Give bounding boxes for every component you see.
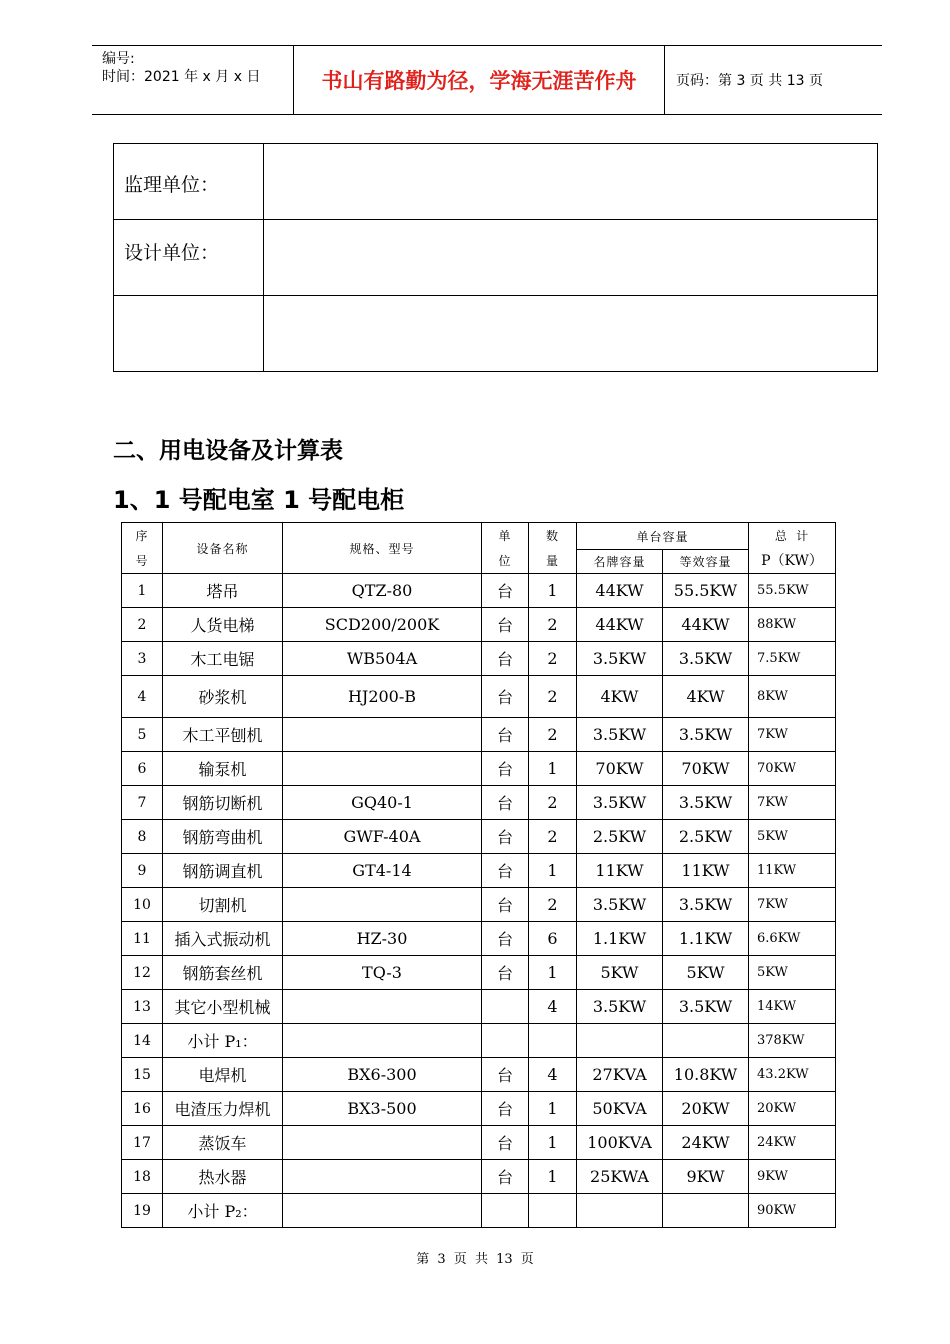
- cell-name: 电焊机: [163, 1058, 283, 1092]
- cell-rated-capacity: 2.5KW: [577, 820, 663, 854]
- cell-equiv-capacity: 3.5KW: [663, 990, 749, 1024]
- header-page-info: 页码：第 3 页 共 13 页: [676, 73, 823, 89]
- cell-qty: 2: [529, 676, 577, 718]
- cell-seq: 15: [122, 1058, 163, 1092]
- cell-name: 木工电锯: [163, 642, 283, 676]
- cell-model: [283, 888, 482, 922]
- cell-rated-capacity: 1.1KW: [577, 922, 663, 956]
- cell-unit: 台: [482, 642, 529, 676]
- footer-total-pages: 13: [496, 1252, 513, 1267]
- cell-qty: 1: [529, 854, 577, 888]
- cell-qty: 1: [529, 1092, 577, 1126]
- cell-rated-capacity: 3.5KW: [577, 888, 663, 922]
- cell-rated-capacity: 3.5KW: [577, 642, 663, 676]
- header-divider: [664, 46, 665, 114]
- footer-text: 页: [453, 1252, 467, 1267]
- cell-equiv-capacity: 70KW: [663, 752, 749, 786]
- header-model: 规格、型号: [283, 523, 482, 574]
- cell-equiv-capacity: 20KW: [663, 1092, 749, 1126]
- cell-rated-capacity: 100KVA: [577, 1126, 663, 1160]
- cell-equiv-capacity: 24KW: [663, 1126, 749, 1160]
- cell-equiv-capacity: 44KW: [663, 608, 749, 642]
- cell-seq: 18: [122, 1160, 163, 1194]
- table-row: [122, 608, 836, 642]
- table-header-row: [122, 523, 836, 550]
- section-title: 二、用电设备及计算表: [113, 438, 343, 464]
- cell-rated-capacity: 3.5KW: [577, 718, 663, 752]
- cell-rated-capacity: 44KW: [577, 574, 663, 608]
- table-row: [122, 1194, 836, 1228]
- cell-total: 9KW: [749, 1160, 836, 1194]
- cell-unit: 台: [482, 1160, 529, 1194]
- cell-qty: 2: [529, 786, 577, 820]
- footer-page-number: 3: [437, 1252, 446, 1267]
- cell-total: 7KW: [749, 718, 836, 752]
- cell-name: 木工平刨机: [163, 718, 283, 752]
- cell-seq: 11: [122, 922, 163, 956]
- cell-total: 7KW: [749, 888, 836, 922]
- cell-seq: 6: [122, 752, 163, 786]
- signature-label: 设计单位：: [114, 220, 264, 296]
- cell-total: 43.2KW: [749, 1058, 836, 1092]
- document-number-label: 编号:: [102, 51, 135, 67]
- header-seq: 序 号: [122, 523, 163, 574]
- cell-equiv-capacity: 3.5KW: [663, 642, 749, 676]
- cell-qty: 2: [529, 718, 577, 752]
- table-row: [122, 752, 836, 786]
- cell-seq: 14: [122, 1024, 163, 1058]
- table-row: [122, 676, 836, 718]
- cell-name: 钢筋弯曲机: [163, 820, 283, 854]
- page-header: [92, 45, 882, 115]
- cell-model: GQ40-1: [283, 786, 482, 820]
- cell-model: [283, 1024, 482, 1058]
- cell-seq: 8: [122, 820, 163, 854]
- signature-value: [264, 220, 878, 296]
- cell-name: 输泵机: [163, 752, 283, 786]
- cell-rated-capacity: 50KVA: [577, 1092, 663, 1126]
- cell-seq: 3: [122, 642, 163, 676]
- cell-name: 切割机: [163, 888, 283, 922]
- cell-unit: 台: [482, 820, 529, 854]
- signature-value: [264, 144, 878, 220]
- header-qty: 数 量: [529, 523, 577, 574]
- cell-unit: 台: [482, 718, 529, 752]
- table-row: [122, 574, 836, 608]
- cell-name: 人货电梯: [163, 608, 283, 642]
- cell-qty: 1: [529, 752, 577, 786]
- cell-seq: 10: [122, 888, 163, 922]
- table-row: [122, 718, 836, 752]
- cell-unit: 台: [482, 1126, 529, 1160]
- signature-row: [114, 296, 878, 372]
- cell-model: SCD200/200K: [283, 608, 482, 642]
- cell-qty: 4: [529, 1058, 577, 1092]
- cell-seq: 16: [122, 1092, 163, 1126]
- header-meta: [102, 50, 260, 86]
- cell-model: [283, 1126, 482, 1160]
- cell-name: 蒸饭车: [163, 1126, 283, 1160]
- cell-qty: 1: [529, 956, 577, 990]
- signature-row: [114, 144, 878, 220]
- cell-qty: [529, 1024, 577, 1058]
- cell-equiv-capacity: 3.5KW: [663, 888, 749, 922]
- cell-unit: 台: [482, 752, 529, 786]
- cell-model: WB504A: [283, 642, 482, 676]
- cell-total: 55.5KW: [749, 574, 836, 608]
- cell-rated-capacity: 44KW: [577, 608, 663, 642]
- cell-seq: 9: [122, 854, 163, 888]
- cell-seq: 7: [122, 786, 163, 820]
- cell-seq: 2: [122, 608, 163, 642]
- document-time: 时间：2021 年 x 月 x 日: [102, 69, 261, 85]
- cell-name: 插入式振动机: [163, 922, 283, 956]
- footer-text: 页: [520, 1252, 534, 1267]
- header-rated-capacity: 名牌容量: [577, 550, 663, 574]
- cell-model: HJ200-B: [283, 676, 482, 718]
- table-row: [122, 1092, 836, 1126]
- signature-label: [114, 296, 264, 372]
- cell-equiv-capacity: 2.5KW: [663, 820, 749, 854]
- table-row: [122, 990, 836, 1024]
- cell-equiv-capacity: 1.1KW: [663, 922, 749, 956]
- cell-unit: 台: [482, 1092, 529, 1126]
- signature-label: 监理单位：: [114, 144, 264, 220]
- cell-qty: 2: [529, 820, 577, 854]
- table-row: [122, 786, 836, 820]
- cell-model: [283, 752, 482, 786]
- cell-total: 7KW: [749, 786, 836, 820]
- footer-text: 共: [474, 1252, 488, 1267]
- cell-qty: 2: [529, 608, 577, 642]
- table-row: [122, 1126, 836, 1160]
- signature-value: [264, 296, 878, 372]
- cell-model: [283, 1194, 482, 1228]
- cell-unit: 台: [482, 676, 529, 718]
- cell-total: 70KW: [749, 752, 836, 786]
- cell-equiv-capacity: 11KW: [663, 854, 749, 888]
- cell-seq: 19: [122, 1194, 163, 1228]
- cell-rated-capacity: 25KWA: [577, 1160, 663, 1194]
- cell-name: 钢筋切断机: [163, 786, 283, 820]
- table-row: [122, 820, 836, 854]
- cell-model: BX6-300: [283, 1058, 482, 1092]
- cell-model: [283, 990, 482, 1024]
- cell-total: 5KW: [749, 820, 836, 854]
- cell-equiv-capacity: 3.5KW: [663, 786, 749, 820]
- cell-model: GWF-40A: [283, 820, 482, 854]
- cell-qty: 2: [529, 888, 577, 922]
- header-name: 设备名称: [163, 523, 283, 574]
- cell-unit: [482, 1194, 529, 1228]
- cell-unit: 台: [482, 956, 529, 990]
- cell-name: 小计 P₂：: [163, 1194, 283, 1228]
- cell-seq: 13: [122, 990, 163, 1024]
- table-row: [122, 1024, 836, 1058]
- cell-model: HZ-30: [283, 922, 482, 956]
- header-total: 总 计 P（KW）: [749, 523, 836, 574]
- cell-model: TQ-3: [283, 956, 482, 990]
- cell-unit: 台: [482, 574, 529, 608]
- cell-rated-capacity: 70KW: [577, 752, 663, 786]
- cell-total: 7.5KW: [749, 642, 836, 676]
- cell-total: 24KW: [749, 1126, 836, 1160]
- cell-name: 钢筋调直机: [163, 854, 283, 888]
- cell-equiv-capacity: [663, 1194, 749, 1228]
- footer-text: 第: [416, 1252, 430, 1267]
- cell-seq: 17: [122, 1126, 163, 1160]
- cell-qty: 1: [529, 1160, 577, 1194]
- cell-equiv-capacity: 5KW: [663, 956, 749, 990]
- cell-unit: 台: [482, 1058, 529, 1092]
- cell-unit: [482, 1024, 529, 1058]
- table-row: [122, 1058, 836, 1092]
- cell-rated-capacity: 11KW: [577, 854, 663, 888]
- cell-name: 其它小型机械: [163, 990, 283, 1024]
- cell-rated-capacity: 27KVA: [577, 1058, 663, 1092]
- cell-equiv-capacity: 10.8KW: [663, 1058, 749, 1092]
- cell-rated-capacity: 3.5KW: [577, 990, 663, 1024]
- cell-unit: [482, 990, 529, 1024]
- cell-total: 20KW: [749, 1092, 836, 1126]
- cell-name: 电渣压力焊机: [163, 1092, 283, 1126]
- cell-model: [283, 718, 482, 752]
- cell-total: 88KW: [749, 608, 836, 642]
- table-row: [122, 922, 836, 956]
- cell-model: BX3-500: [283, 1092, 482, 1126]
- cell-unit: 台: [482, 922, 529, 956]
- cell-total: 11KW: [749, 854, 836, 888]
- table-row: [122, 956, 836, 990]
- cell-qty: 2: [529, 642, 577, 676]
- cell-unit: 台: [482, 608, 529, 642]
- cell-model: GT4-14: [283, 854, 482, 888]
- table-row: [122, 854, 836, 888]
- header-equiv-capacity: 等效容量: [663, 550, 749, 574]
- cell-name: 砂浆机: [163, 676, 283, 718]
- cell-name: 小计 P₁：: [163, 1024, 283, 1058]
- cell-qty: 1: [529, 1126, 577, 1160]
- cell-unit: 台: [482, 854, 529, 888]
- header-single-capacity: 单台容量: [577, 523, 749, 550]
- cell-name: 热水器: [163, 1160, 283, 1194]
- page-footer: [0, 1248, 950, 1267]
- signature-row: [114, 220, 878, 296]
- header-unit: 单 位: [482, 523, 529, 574]
- cell-seq: 12: [122, 956, 163, 990]
- cell-rated-capacity: 3.5KW: [577, 786, 663, 820]
- cell-total: 8KW: [749, 676, 836, 718]
- cell-equiv-capacity: 4KW: [663, 676, 749, 718]
- cell-total: 6.6KW: [749, 922, 836, 956]
- table-row: [122, 1160, 836, 1194]
- signature-table: [113, 143, 878, 372]
- cell-name: 塔吊: [163, 574, 283, 608]
- cell-rated-capacity: 4KW: [577, 676, 663, 718]
- cell-total: 14KW: [749, 990, 836, 1024]
- cell-model: [283, 1160, 482, 1194]
- cell-equiv-capacity: [663, 1024, 749, 1058]
- cell-qty: 6: [529, 922, 577, 956]
- cell-rated-capacity: 5KW: [577, 956, 663, 990]
- cell-seq: 4: [122, 676, 163, 718]
- cell-unit: 台: [482, 888, 529, 922]
- cell-seq: 5: [122, 718, 163, 752]
- cell-name: 钢筋套丝机: [163, 956, 283, 990]
- table-row: [122, 888, 836, 922]
- header-motto: 书山有路勤为径，学海无涯苦作舟: [321, 69, 637, 93]
- cell-model: QTZ-80: [283, 574, 482, 608]
- cell-qty: 4: [529, 990, 577, 1024]
- cell-total: 5KW: [749, 956, 836, 990]
- cell-qty: 1: [529, 574, 577, 608]
- cell-equiv-capacity: 3.5KW: [663, 718, 749, 752]
- sub-title: 1、1 号配电室 1 号配电柜: [113, 486, 405, 514]
- cell-rated-capacity: [577, 1024, 663, 1058]
- cell-rated-capacity: [577, 1194, 663, 1228]
- cell-total: 378KW: [749, 1024, 836, 1058]
- cell-seq: 1: [122, 574, 163, 608]
- table-row: [122, 642, 836, 676]
- equipment-table: [121, 522, 836, 1228]
- cell-qty: [529, 1194, 577, 1228]
- cell-unit: 台: [482, 786, 529, 820]
- cell-total: 90KW: [749, 1194, 836, 1228]
- cell-equiv-capacity: 9KW: [663, 1160, 749, 1194]
- cell-equiv-capacity: 55.5KW: [663, 574, 749, 608]
